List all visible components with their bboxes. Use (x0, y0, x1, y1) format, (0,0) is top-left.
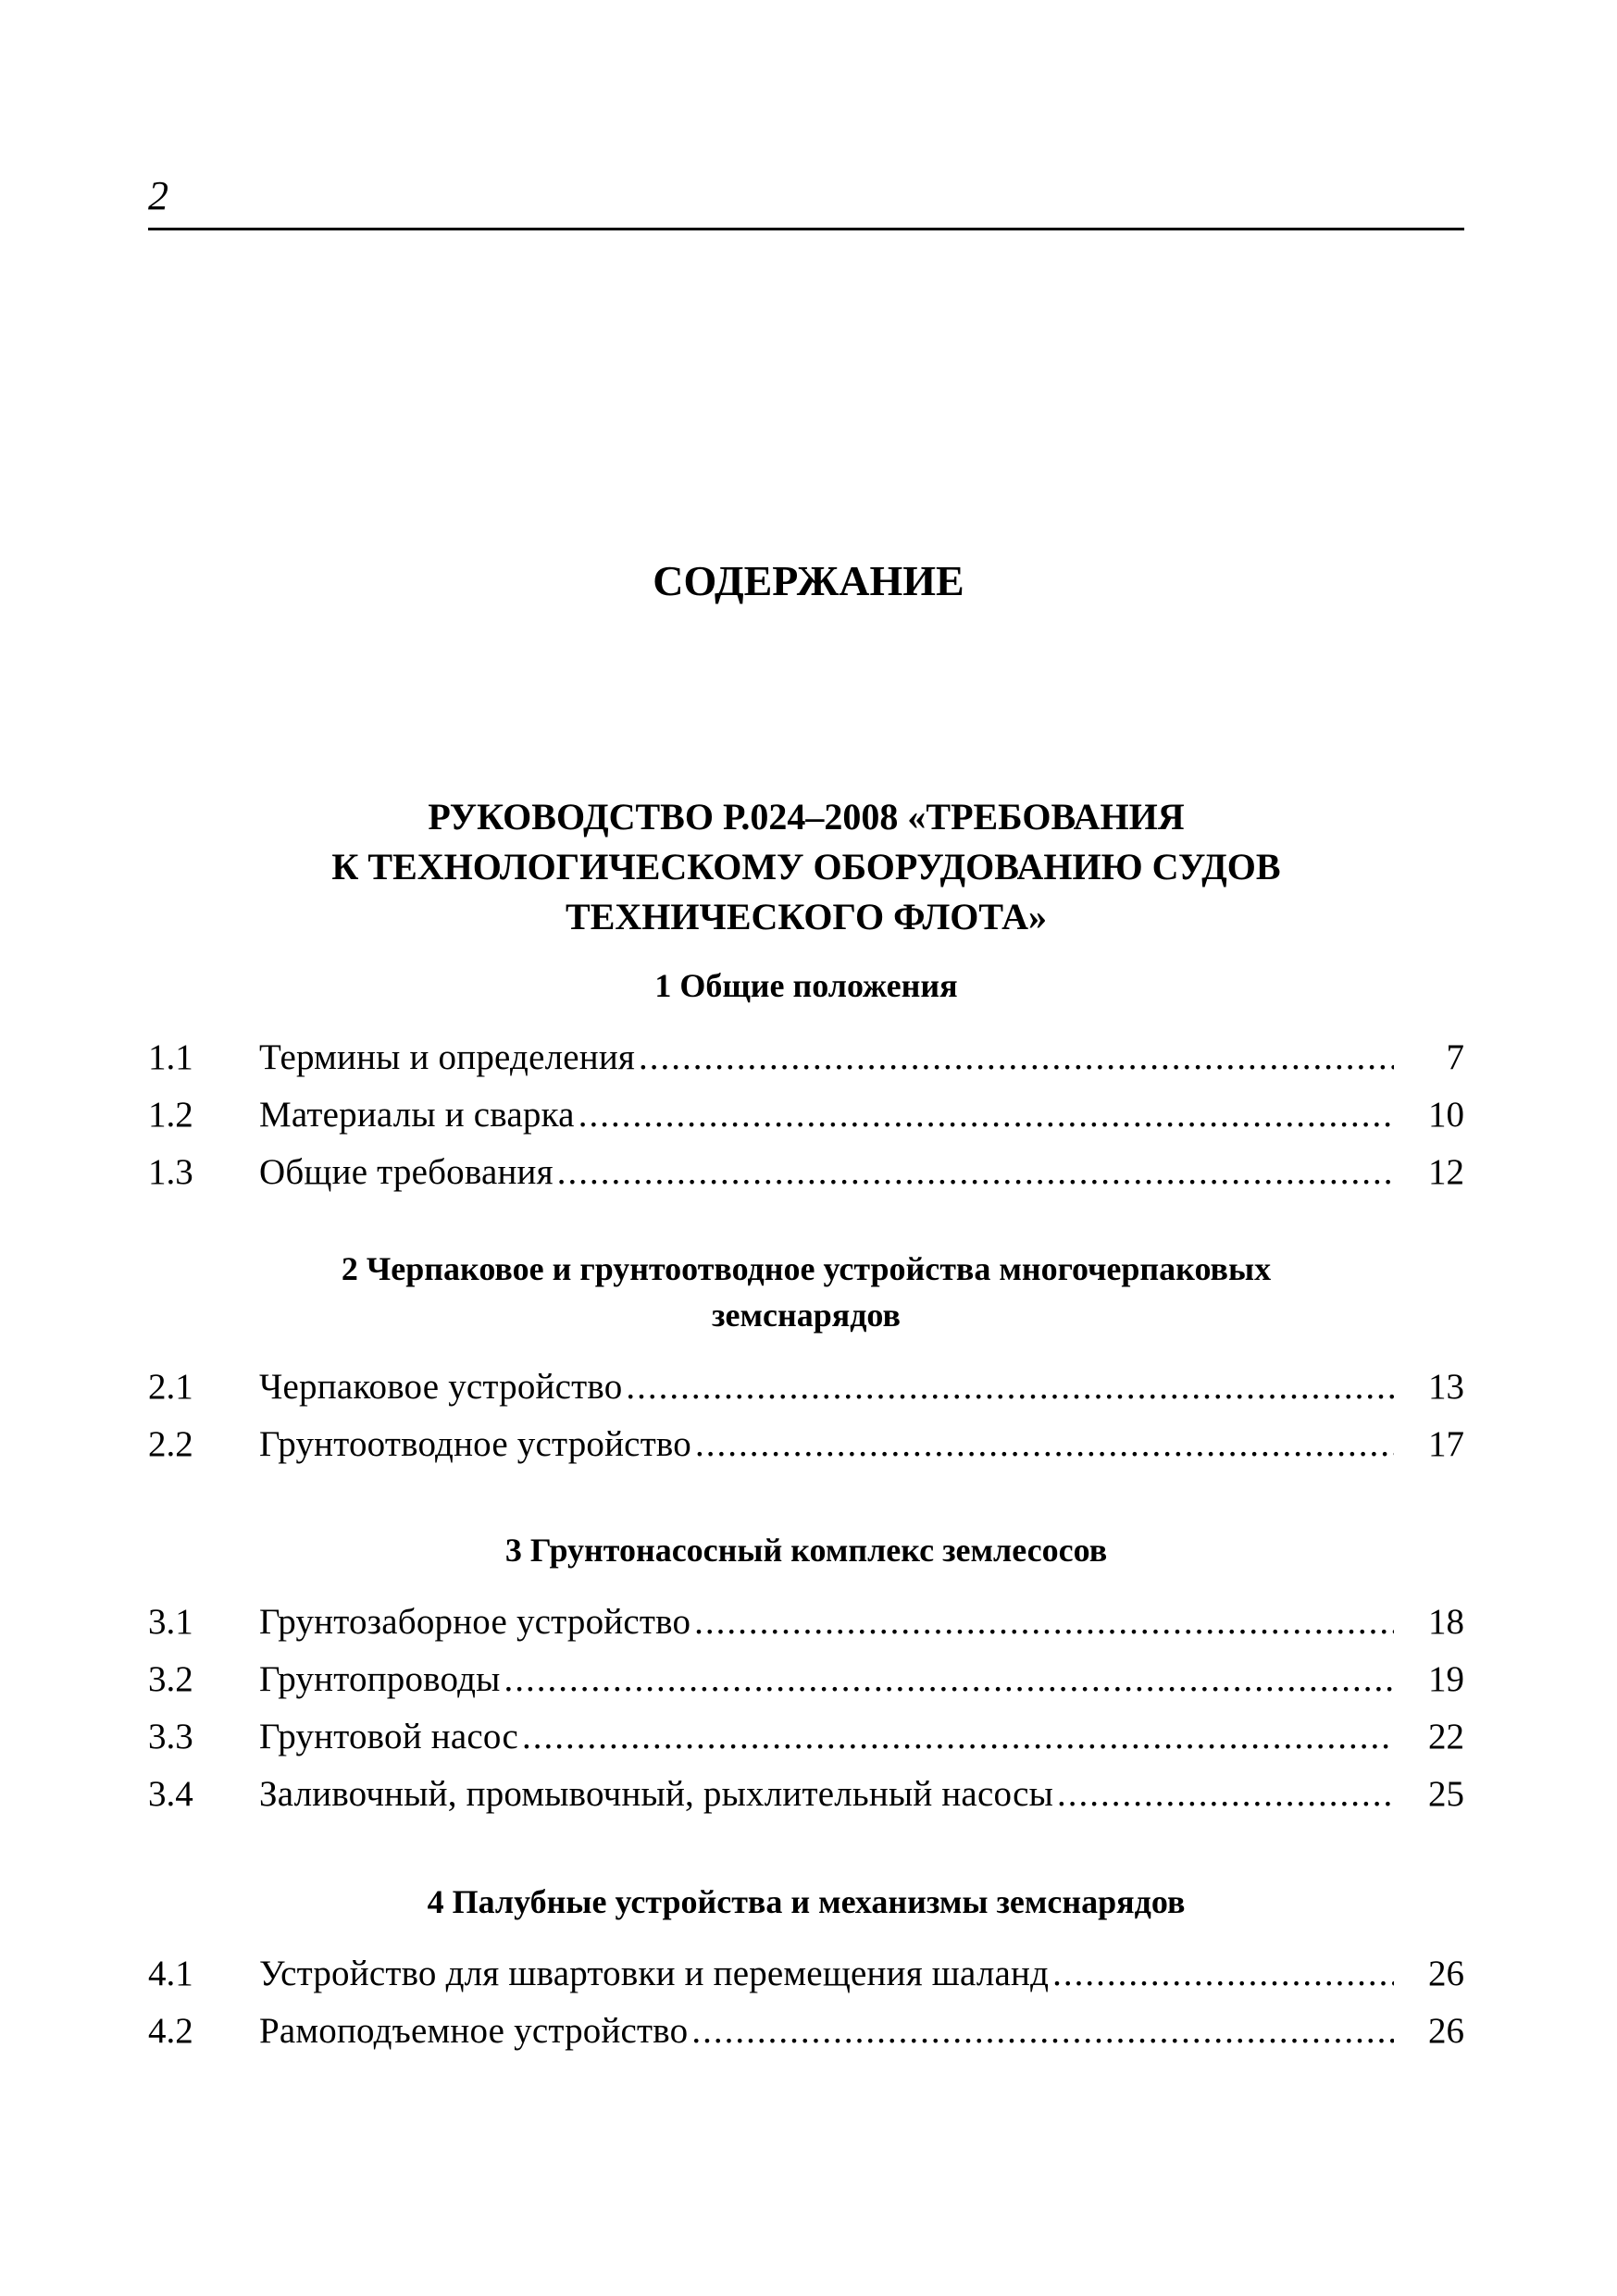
section-heading: 1 Общие положения (654, 967, 958, 1004)
toc-entry[interactable] (148, 1651, 1464, 1708)
toc-section-4 (148, 1879, 1464, 2060)
toc-entry-title: Заливочный, промывочный, рыхлительный насосы (259, 1774, 1054, 1814)
toc-entry-title: Грунтоотводное устройство (259, 1424, 691, 1464)
dot-leader (639, 1029, 1394, 1086)
section-heading: 4 Палубные устройства и механизмы земснарядов (427, 1883, 1186, 1920)
dot-leader (626, 1359, 1394, 1416)
toc-section-3 (148, 1527, 1464, 1823)
toc-entry-number: 2.1 (148, 1367, 193, 1407)
toc-list (148, 1029, 1464, 1201)
toc-entry-page: 26 (1428, 2011, 1464, 2051)
toc-entry-page: 13 (1428, 1367, 1464, 1407)
dot-leader (557, 1144, 1394, 1201)
toc-entry-title: Грунтозаборное устройство (259, 1602, 691, 1642)
dot-leader (1057, 1766, 1394, 1823)
dot-leader (522, 1708, 1394, 1766)
header-rule (148, 228, 1464, 230)
toc-entry[interactable] (148, 1594, 1464, 1651)
toc-entry-page: 10 (1428, 1095, 1464, 1135)
toc-entry-title: Черпаковое устройство (259, 1367, 623, 1407)
toc-entry-page: 22 (1428, 1717, 1464, 1756)
document-title-line-1: РУКОВОДСТВО Р.024–2008 «ТРЕБОВАНИЯ (428, 796, 1185, 838)
dot-leader (694, 1594, 1394, 1651)
toc-section-1 (148, 962, 1464, 1201)
section-heading (148, 1246, 1464, 1338)
toc-entry-title: Рамоподъемное устройство (259, 2011, 689, 2051)
toc-list (148, 1945, 1464, 2060)
toc-entry-page: 19 (1428, 1659, 1464, 1699)
toc-entry[interactable] (148, 1086, 1464, 1144)
toc-entry-page: 17 (1428, 1424, 1464, 1464)
page-number: 2 (148, 173, 168, 218)
toc-entry[interactable] (148, 1416, 1464, 1473)
toc-entry-page: 26 (1428, 1954, 1464, 1993)
toc-entry-page: 18 (1428, 1602, 1464, 1642)
toc-entry-title: Материалы и сварка (259, 1095, 575, 1135)
section-heading: 3 Грунтонасосный комплекс землесосов (504, 1532, 1108, 1569)
toc-entry[interactable] (148, 1945, 1464, 2003)
toc-entry-number: 3.2 (148, 1659, 193, 1699)
toc-entry-title: Грунтовой насос (259, 1717, 519, 1756)
toc-entry-number: 1.3 (148, 1152, 193, 1192)
toc-entry-title: Устройство для швартовки и перемещения шаланд (259, 1954, 1050, 1993)
section-heading-line-1: 2 Черпаковое и грунтоотводное устройства многочерпаковых (341, 1250, 1272, 1287)
document-title-line-3: ТЕХНИЧЕСКОГО ФЛОТА» (566, 896, 1047, 937)
toc-entry-number: 3.1 (148, 1602, 193, 1642)
page-title: СОДЕРЖАНИЕ (653, 557, 964, 604)
toc-entry[interactable] (148, 1766, 1464, 1823)
toc-entry-page: 25 (1428, 1774, 1464, 1814)
section-heading-line-2: земснарядов (712, 1297, 901, 1334)
toc-entry[interactable] (148, 1708, 1464, 1766)
dot-leader (1052, 1945, 1394, 2003)
toc-entry-number: 1.2 (148, 1095, 193, 1135)
dot-leader (691, 2003, 1394, 2060)
toc-entry-page: 12 (1428, 1152, 1464, 1192)
toc-entry-title: Общие требования (259, 1152, 554, 1192)
toc-entry[interactable] (148, 1359, 1464, 1416)
toc-entry[interactable] (148, 1029, 1464, 1086)
document-title (148, 792, 1464, 942)
toc-entry-number: 1.1 (148, 1037, 193, 1077)
toc-list (148, 1594, 1464, 1823)
toc-entry-number: 4.2 (148, 2011, 193, 2051)
toc-entry-number: 3.3 (148, 1717, 193, 1756)
dot-leader (504, 1651, 1394, 1708)
toc-entry-page: 7 (1446, 1037, 1464, 1077)
toc-section-2 (148, 1246, 1464, 1473)
toc-entry-title: Грунтопроводы (259, 1659, 501, 1699)
toc-entry-number: 4.1 (148, 1954, 193, 1993)
dot-leader (578, 1086, 1394, 1144)
toc-entry-number: 3.4 (148, 1774, 193, 1814)
document-title-line-2: К ТЕХНОЛОГИЧЕСКОМУ ОБОРУДОВАНИЮ СУДОВ (331, 846, 1281, 887)
toc-list (148, 1359, 1464, 1473)
toc-entry[interactable] (148, 2003, 1464, 2060)
toc-entry-title: Термины и определения (259, 1037, 636, 1077)
toc-entry[interactable] (148, 1144, 1464, 1201)
dot-leader (695, 1416, 1394, 1473)
toc-entry-number: 2.2 (148, 1424, 193, 1464)
